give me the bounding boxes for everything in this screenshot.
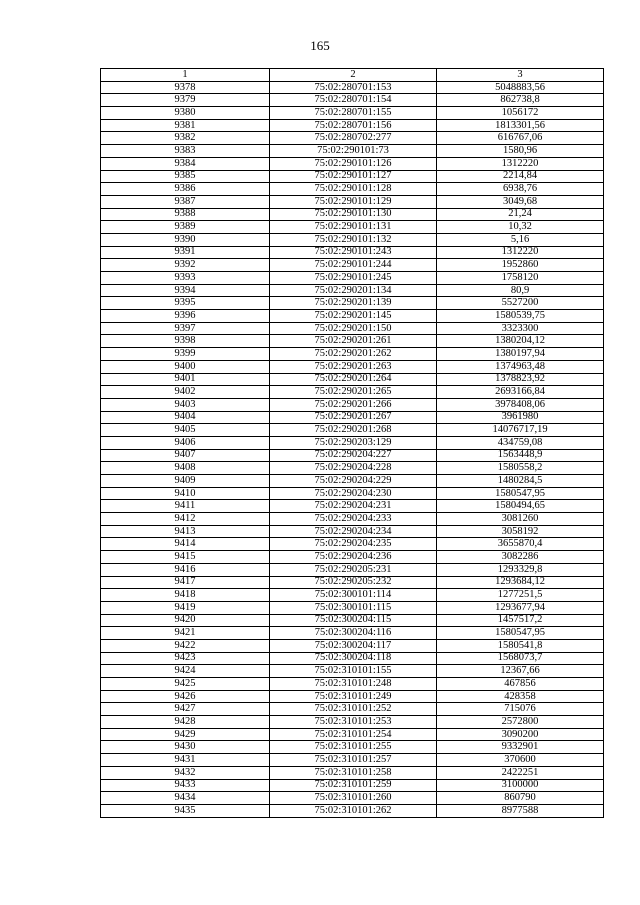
table-cell-col-3: 1312220 xyxy=(437,246,604,259)
table-cell-col-1: 9429 xyxy=(101,728,270,741)
table-cell-col-2: 75:02:290101:127 xyxy=(270,170,437,183)
table-cell-col-2: 75:02:290204:235 xyxy=(270,538,437,551)
table-cell-col-2: 75:02:290101:73 xyxy=(270,145,437,158)
table-cell-col-1: 9411 xyxy=(101,500,270,513)
table-cell-col-2: 75:02:310101:255 xyxy=(270,741,437,754)
table-cell-col-3: 1480284,5 xyxy=(437,475,604,488)
table-row xyxy=(101,436,604,449)
table-cell-col-2: 75:02:290101:129 xyxy=(270,195,437,208)
table-cell-col-1: 9390 xyxy=(101,233,270,246)
table-cell-col-3: 21,24 xyxy=(437,208,604,221)
table-row xyxy=(101,272,604,285)
table-cell-col-1: 9405 xyxy=(101,424,270,437)
table-body xyxy=(101,81,604,817)
table-row xyxy=(101,183,604,196)
table-cell-col-1: 9400 xyxy=(101,360,270,373)
table-cell-col-2: 75:02:290201:139 xyxy=(270,297,437,310)
table-cell-col-3: 1293329,8 xyxy=(437,563,604,576)
table-row xyxy=(101,94,604,107)
table-cell-col-3: 1374963,48 xyxy=(437,360,604,373)
table-cell-col-3: 860790 xyxy=(437,792,604,805)
table-cell-col-3: 1580558,2 xyxy=(437,462,604,475)
table-row xyxy=(101,310,604,323)
table-cell-col-2: 75:02:290204:228 xyxy=(270,462,437,475)
table-row xyxy=(101,208,604,221)
table-cell-col-3: 2572800 xyxy=(437,716,604,729)
table-row xyxy=(101,741,604,754)
table-row xyxy=(101,170,604,183)
column-header-1: 1 xyxy=(101,69,270,82)
table-row xyxy=(101,678,604,691)
table-cell-col-3: 1457517,2 xyxy=(437,614,604,627)
table-cell-col-2: 75:02:290201:261 xyxy=(270,335,437,348)
table-cell-col-1: 9403 xyxy=(101,398,270,411)
table-cell-col-1: 9408 xyxy=(101,462,270,475)
table-cell-col-2: 75:02:290101:244 xyxy=(270,259,437,272)
table-row xyxy=(101,386,604,399)
table-row xyxy=(101,284,604,297)
table-cell-col-1: 9423 xyxy=(101,652,270,665)
table-cell-col-1: 9420 xyxy=(101,614,270,627)
table-cell-col-1: 9416 xyxy=(101,563,270,576)
table-row xyxy=(101,246,604,259)
table-cell-col-1: 9404 xyxy=(101,411,270,424)
table-cell-col-1: 9407 xyxy=(101,449,270,462)
table-cell-col-3: 1580,96 xyxy=(437,145,604,158)
table-cell-col-3: 8977588 xyxy=(437,804,604,817)
table-cell-col-1: 9388 xyxy=(101,208,270,221)
table-cell-col-2: 75:02:300204:118 xyxy=(270,652,437,665)
table-cell-col-2: 75:02:300204:117 xyxy=(270,639,437,652)
table-cell-col-1: 9386 xyxy=(101,183,270,196)
table-row xyxy=(101,195,604,208)
table-cell-col-2: 75:02:290201:134 xyxy=(270,284,437,297)
table-cell-col-3: 5048883,56 xyxy=(437,81,604,94)
table-cell-col-3: 5,16 xyxy=(437,233,604,246)
table-row xyxy=(101,754,604,767)
table-cell-col-3: 9332901 xyxy=(437,741,604,754)
table-cell-col-1: 9430 xyxy=(101,741,270,754)
table-cell-col-1: 9406 xyxy=(101,436,270,449)
table-cell-col-3: 715076 xyxy=(437,703,604,716)
table-cell-col-3: 1813301,56 xyxy=(437,119,604,132)
table-row xyxy=(101,233,604,246)
table-cell-col-2: 75:02:280701:154 xyxy=(270,94,437,107)
table-row xyxy=(101,462,604,475)
table-cell-col-2: 75:02:280701:153 xyxy=(270,81,437,94)
table-cell-col-1: 9395 xyxy=(101,297,270,310)
table-cell-col-1: 9426 xyxy=(101,690,270,703)
table-cell-col-1: 9433 xyxy=(101,779,270,792)
table-cell-col-2: 75:02:310101:254 xyxy=(270,728,437,741)
table-row xyxy=(101,627,604,640)
table-cell-col-2: 75:02:310101:249 xyxy=(270,690,437,703)
table-row xyxy=(101,639,604,652)
table-row xyxy=(101,792,604,805)
table-row xyxy=(101,703,604,716)
table-cell-col-1: 9432 xyxy=(101,766,270,779)
table-row xyxy=(101,81,604,94)
table-row xyxy=(101,360,604,373)
table-cell-col-3: 1568073,7 xyxy=(437,652,604,665)
table-cell-col-2: 75:02:300204:116 xyxy=(270,627,437,640)
table-cell-col-3: 1952860 xyxy=(437,259,604,272)
table-cell-col-3: 3961980 xyxy=(437,411,604,424)
table-cell-col-1: 9435 xyxy=(101,804,270,817)
table-row xyxy=(101,449,604,462)
table-cell-col-2: 75:02:300101:114 xyxy=(270,589,437,602)
table-cell-col-1: 9410 xyxy=(101,487,270,500)
table-row xyxy=(101,513,604,526)
table-cell-col-2: 75:02:290201:150 xyxy=(270,322,437,335)
table-cell-col-3: 14076717,19 xyxy=(437,424,604,437)
table-cell-col-1: 9413 xyxy=(101,525,270,538)
table-cell-col-3: 1580539,75 xyxy=(437,310,604,323)
table-cell-col-2: 75:02:290204:236 xyxy=(270,551,437,564)
table-cell-col-2: 75:02:290204:233 xyxy=(270,513,437,526)
table-cell-col-1: 9380 xyxy=(101,107,270,120)
table-cell-col-1: 9393 xyxy=(101,272,270,285)
table-cell-col-2: 75:02:300204:115 xyxy=(270,614,437,627)
table-cell-col-2: 75:02:290101:126 xyxy=(270,157,437,170)
table-row xyxy=(101,576,604,589)
table-cell-col-3: 1563448,9 xyxy=(437,449,604,462)
table-cell-col-3: 1380204,12 xyxy=(437,335,604,348)
table-cell-col-2: 75:02:290201:263 xyxy=(270,360,437,373)
table-cell-col-2: 75:02:290201:264 xyxy=(270,373,437,386)
table-row xyxy=(101,297,604,310)
table-cell-col-2: 75:02:310101:155 xyxy=(270,665,437,678)
table-row xyxy=(101,424,604,437)
table-cell-col-1: 9425 xyxy=(101,678,270,691)
table-cell-col-3: 370600 xyxy=(437,754,604,767)
table-row xyxy=(101,500,604,513)
table-cell-col-2: 75:02:290201:262 xyxy=(270,348,437,361)
table-cell-col-1: 9384 xyxy=(101,157,270,170)
table-cell-col-2: 75:02:280701:156 xyxy=(270,119,437,132)
table-cell-col-3: 10,32 xyxy=(437,221,604,234)
table-cell-col-2: 75:02:290101:245 xyxy=(270,272,437,285)
table-cell-col-3: 1312220 xyxy=(437,157,604,170)
table-row xyxy=(101,119,604,132)
table-cell-col-2: 75:02:290101:130 xyxy=(270,208,437,221)
table-row xyxy=(101,221,604,234)
data-table xyxy=(100,68,604,818)
table-cell-col-1: 9399 xyxy=(101,348,270,361)
table-row xyxy=(101,690,604,703)
table-cell-col-1: 9412 xyxy=(101,513,270,526)
table-cell-col-2: 75:02:290205:232 xyxy=(270,576,437,589)
table-cell-col-3: 616767,06 xyxy=(437,132,604,145)
table-cell-col-2: 75:02:300101:115 xyxy=(270,601,437,614)
table-cell-col-3: 1758120 xyxy=(437,272,604,285)
table-cell-col-1: 9387 xyxy=(101,195,270,208)
table-cell-col-2: 75:02:280701:155 xyxy=(270,107,437,120)
table-cell-col-3: 80,9 xyxy=(437,284,604,297)
table-row xyxy=(101,551,604,564)
table-cell-col-1: 9396 xyxy=(101,310,270,323)
table-cell-col-2: 75:02:310101:253 xyxy=(270,716,437,729)
table-cell-col-1: 9402 xyxy=(101,386,270,399)
table-cell-col-1: 9414 xyxy=(101,538,270,551)
table-cell-col-2: 75:02:310101:252 xyxy=(270,703,437,716)
table-row xyxy=(101,538,604,551)
table-cell-col-2: 75:02:280702:277 xyxy=(270,132,437,145)
table-row xyxy=(101,766,604,779)
table-cell-col-1: 9379 xyxy=(101,94,270,107)
table-cell-col-1: 9409 xyxy=(101,475,270,488)
table-row xyxy=(101,728,604,741)
table-cell-col-3: 434759,08 xyxy=(437,436,604,449)
table-cell-col-1: 9378 xyxy=(101,81,270,94)
table-cell-col-1: 9398 xyxy=(101,335,270,348)
table-cell-col-3: 3049,68 xyxy=(437,195,604,208)
table-cell-col-2: 75:02:290101:128 xyxy=(270,183,437,196)
table-cell-col-1: 9424 xyxy=(101,665,270,678)
table-cell-col-2: 75:02:310101:248 xyxy=(270,678,437,691)
column-header-3: 3 xyxy=(437,69,604,82)
table-cell-col-2: 75:02:310101:257 xyxy=(270,754,437,767)
table-cell-col-1: 9383 xyxy=(101,145,270,158)
table-cell-col-3: 1380197,94 xyxy=(437,348,604,361)
table-row xyxy=(101,665,604,678)
table-row xyxy=(101,322,604,335)
table-row xyxy=(101,348,604,361)
table-cell-col-2: 75:02:310101:262 xyxy=(270,804,437,817)
table-cell-col-1: 9394 xyxy=(101,284,270,297)
table-cell-col-1: 9392 xyxy=(101,259,270,272)
table-cell-col-2: 75:02:290204:229 xyxy=(270,475,437,488)
table-row xyxy=(101,652,604,665)
table-cell-col-1: 9419 xyxy=(101,601,270,614)
table-row xyxy=(101,779,604,792)
page-number: 165 xyxy=(310,38,330,53)
table-row xyxy=(101,157,604,170)
table-row xyxy=(101,487,604,500)
table-cell-col-3: 1293677,94 xyxy=(437,601,604,614)
table-cell-col-2: 75:02:290201:268 xyxy=(270,424,437,437)
table-row xyxy=(101,475,604,488)
table-row xyxy=(101,373,604,386)
table-cell-col-3: 1580547,95 xyxy=(437,627,604,640)
table-cell-col-2: 75:02:290204:227 xyxy=(270,449,437,462)
table-cell-col-3: 3058192 xyxy=(437,525,604,538)
table-row xyxy=(101,614,604,627)
table-cell-col-2: 75:02:290101:132 xyxy=(270,233,437,246)
table-cell-col-3: 3323300 xyxy=(437,322,604,335)
table-row xyxy=(101,589,604,602)
table-cell-col-3: 2422251 xyxy=(437,766,604,779)
table-cell-col-2: 75:02:310101:260 xyxy=(270,792,437,805)
table-row xyxy=(101,132,604,145)
table-cell-col-2: 75:02:290201:267 xyxy=(270,411,437,424)
table-row xyxy=(101,398,604,411)
table-cell-col-3: 3081260 xyxy=(437,513,604,526)
table-cell-col-3: 3655870,4 xyxy=(437,538,604,551)
table-cell-col-3: 1293684,12 xyxy=(437,576,604,589)
table-cell-col-3: 5527200 xyxy=(437,297,604,310)
table-cell-col-3: 3978408,06 xyxy=(437,398,604,411)
table-cell-col-2: 75:02:290101:131 xyxy=(270,221,437,234)
table-row xyxy=(101,563,604,576)
table-row xyxy=(101,145,604,158)
table-cell-col-3: 2214,84 xyxy=(437,170,604,183)
table-cell-col-3: 1378823,92 xyxy=(437,373,604,386)
table-cell-col-3: 1056172 xyxy=(437,107,604,120)
table-cell-col-1: 9385 xyxy=(101,170,270,183)
table-row xyxy=(101,716,604,729)
table-header-row xyxy=(101,69,604,82)
table-row xyxy=(101,259,604,272)
table-cell-col-1: 9382 xyxy=(101,132,270,145)
table-cell-col-1: 9417 xyxy=(101,576,270,589)
table-cell-col-3: 1580494,65 xyxy=(437,500,604,513)
table-cell-col-3: 1580541,8 xyxy=(437,639,604,652)
table-cell-col-2: 75:02:290205:231 xyxy=(270,563,437,576)
table-cell-col-1: 9415 xyxy=(101,551,270,564)
table-cell-col-3: 1580547,95 xyxy=(437,487,604,500)
table-cell-col-3: 2693166,84 xyxy=(437,386,604,399)
table-cell-col-3: 12367,66 xyxy=(437,665,604,678)
table-row xyxy=(101,601,604,614)
table-cell-col-2: 75:02:310101:258 xyxy=(270,766,437,779)
table-cell-col-3: 862738,8 xyxy=(437,94,604,107)
table-row xyxy=(101,804,604,817)
column-header-2: 2 xyxy=(270,69,437,82)
table-cell-col-3: 467856 xyxy=(437,678,604,691)
table-cell-col-2: 75:02:290201:265 xyxy=(270,386,437,399)
table-cell-col-3: 3082286 xyxy=(437,551,604,564)
table-cell-col-1: 9381 xyxy=(101,119,270,132)
table-cell-col-1: 9389 xyxy=(101,221,270,234)
table-cell-col-3: 1277251,5 xyxy=(437,589,604,602)
table-cell-col-1: 9422 xyxy=(101,639,270,652)
table-cell-col-3: 6938,76 xyxy=(437,183,604,196)
table-cell-col-2: 75:02:290201:266 xyxy=(270,398,437,411)
table-cell-col-1: 9397 xyxy=(101,322,270,335)
table-cell-col-2: 75:02:310101:259 xyxy=(270,779,437,792)
table-row xyxy=(101,411,604,424)
table-cell-col-1: 9427 xyxy=(101,703,270,716)
table-cell-col-3: 3100000 xyxy=(437,779,604,792)
table-cell-col-1: 9391 xyxy=(101,246,270,259)
table-cell-col-1: 9434 xyxy=(101,792,270,805)
table-cell-col-1: 9431 xyxy=(101,754,270,767)
table-cell-col-2: 75:02:290204:231 xyxy=(270,500,437,513)
table-cell-col-1: 9421 xyxy=(101,627,270,640)
table-row xyxy=(101,525,604,538)
table-row xyxy=(101,107,604,120)
table-cell-col-1: 9428 xyxy=(101,716,270,729)
table-cell-col-1: 9418 xyxy=(101,589,270,602)
table-cell-col-2: 75:02:290204:234 xyxy=(270,525,437,538)
table-cell-col-3: 3090200 xyxy=(437,728,604,741)
table-cell-col-1: 9401 xyxy=(101,373,270,386)
table-cell-col-3: 428358 xyxy=(437,690,604,703)
table-cell-col-2: 75:02:290204:230 xyxy=(270,487,437,500)
table-row xyxy=(101,335,604,348)
table-cell-col-2: 75:02:290101:243 xyxy=(270,246,437,259)
table-cell-col-2: 75:02:290203:129 xyxy=(270,436,437,449)
table-cell-col-2: 75:02:290201:145 xyxy=(270,310,437,323)
